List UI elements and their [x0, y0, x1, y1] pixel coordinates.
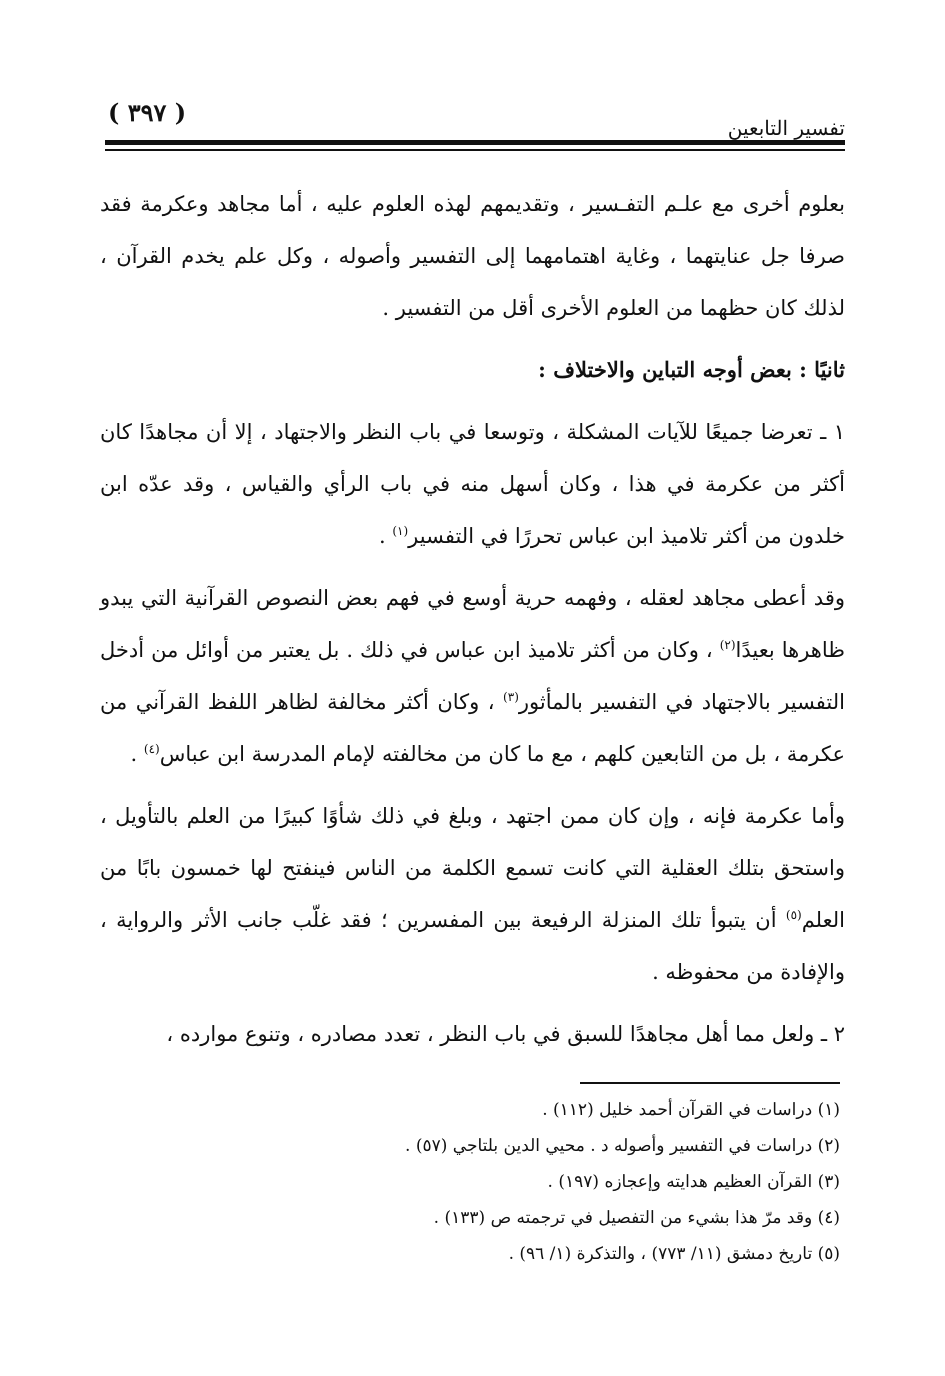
paragraph-4 [100, 790, 845, 998]
footnote-ref-1: (١) [392, 524, 409, 538]
running-title: تفسير التابعين [727, 116, 845, 140]
footnotes [300, 1092, 840, 1272]
paragraph-2-text: ١ ـ تعرضا جميعًا للآيات المشكلة ، وتوسعا في باب النظر والاجتهاد ، إلا أن مجاهدًا كان أكثر من عكرمة في هذا ، وكان أسهل منه في باب الرأي والقياس ، وقد عدّه ابن خلدون من أكثر تلاميذ ابن عباس تحررًا في التفسير [100, 420, 845, 548]
paragraph-2 [100, 406, 845, 562]
header-rule-thin [105, 149, 845, 151]
section-heading: ثانيًا : بعض أوجه التباين والاختلاف : [538, 357, 845, 382]
footnote-separator [580, 1082, 840, 1084]
footnote-3: (٣) القرآن العظيم هدايته وإعجازه (١٩٧) . [547, 1172, 840, 1192]
paragraph-3 [100, 572, 845, 780]
paragraph-3-text-c: ، وكان أكثر مخالفة لظاهر اللفظ القرآني من عكرمة ، بل من التابعين كلهم ، مع ما كان من مخالفته لإمام المدرسة ابن عباس [100, 690, 845, 766]
page-number: ( ٣٩٧ ) [108, 98, 187, 127]
footnote-ref-4: (٤) [143, 742, 160, 756]
header-rule-thick [105, 140, 845, 145]
footnote-ref-5: (٥) [785, 908, 802, 922]
paragraph-3-text-a: وقد أعطى مجاهد لعقله ، وفهمه حرية أوسع في فهم بعض النصوص القرآنية التي يبدو ظاهرها بعيدًا [100, 586, 845, 662]
paragraph-4-text-b: أن يتبوأ تلك المنزلة الرفيعة بين المفسرين ؛ فقد غلّب جانب الأثر والرواية ، والإفادة من محفوظه . [100, 908, 845, 984]
footnote-2: (٢) دراسات في التفسير وأصوله د . محيي الدين بلتاجي (٥٧) . [405, 1136, 840, 1156]
paragraph-3-end: . [130, 742, 144, 766]
page-header [100, 96, 845, 156]
footnote-5: (٥) تاريخ دمشق (١١/ ٧٧٣) ، والتذكرة (١/ ٩٦) . [508, 1244, 840, 1264]
paragraph-5: ٢ ـ ولعل مما أهل مجاهدًا للسبق في باب النظر ، تعدد مصادره ، وتنوع موارده ، [166, 1022, 845, 1046]
footnote-ref-3: (٣) [503, 690, 519, 704]
footnote-1: (١) دراسات في القرآن أحمد خليل (١١٢) . [542, 1100, 840, 1120]
paragraph-1: بعلوم أخرى مع علـم التفـسير ، وتقديمهم لهذه العلوم عليه ، أما مجاهد وعكرمة فقد صرفا جل عنايتهما ، وغاية اهتمامهما إلى التفسير وأصوله ، وكل علم يخدم القرآن ، لذلك كان حظهما من العلوم الأخرى أقل من التفسير . [100, 192, 845, 320]
footnote-ref-2: (٢) [719, 638, 736, 652]
footnote-4: (٤) وقد مرّ هذا بشيء من التفصيل في ترجمته ص (١٣٣) . [433, 1208, 840, 1228]
paragraph-2-end: . [378, 524, 393, 548]
body-text [100, 178, 845, 1060]
paragraph-3-text-b: ، وكان من أكثر تلاميذ ابن عباس في ذلك . بل يعتبر من أوائل من أدخل التفسير بالاجتهاد في التفسير بالمأثور [100, 638, 845, 714]
paragraph-4-text-a: وأما عكرمة فإنه ، وإن كان ممن اجتهد ، وبلغ في ذلك شأوًا كبيرًا من العلم بالتأويل ، واستحق بتلك العقلية التي كانت تسمع الكلمة من الناس فينفتح لها خمسون بابًا من العلم [100, 804, 845, 932]
